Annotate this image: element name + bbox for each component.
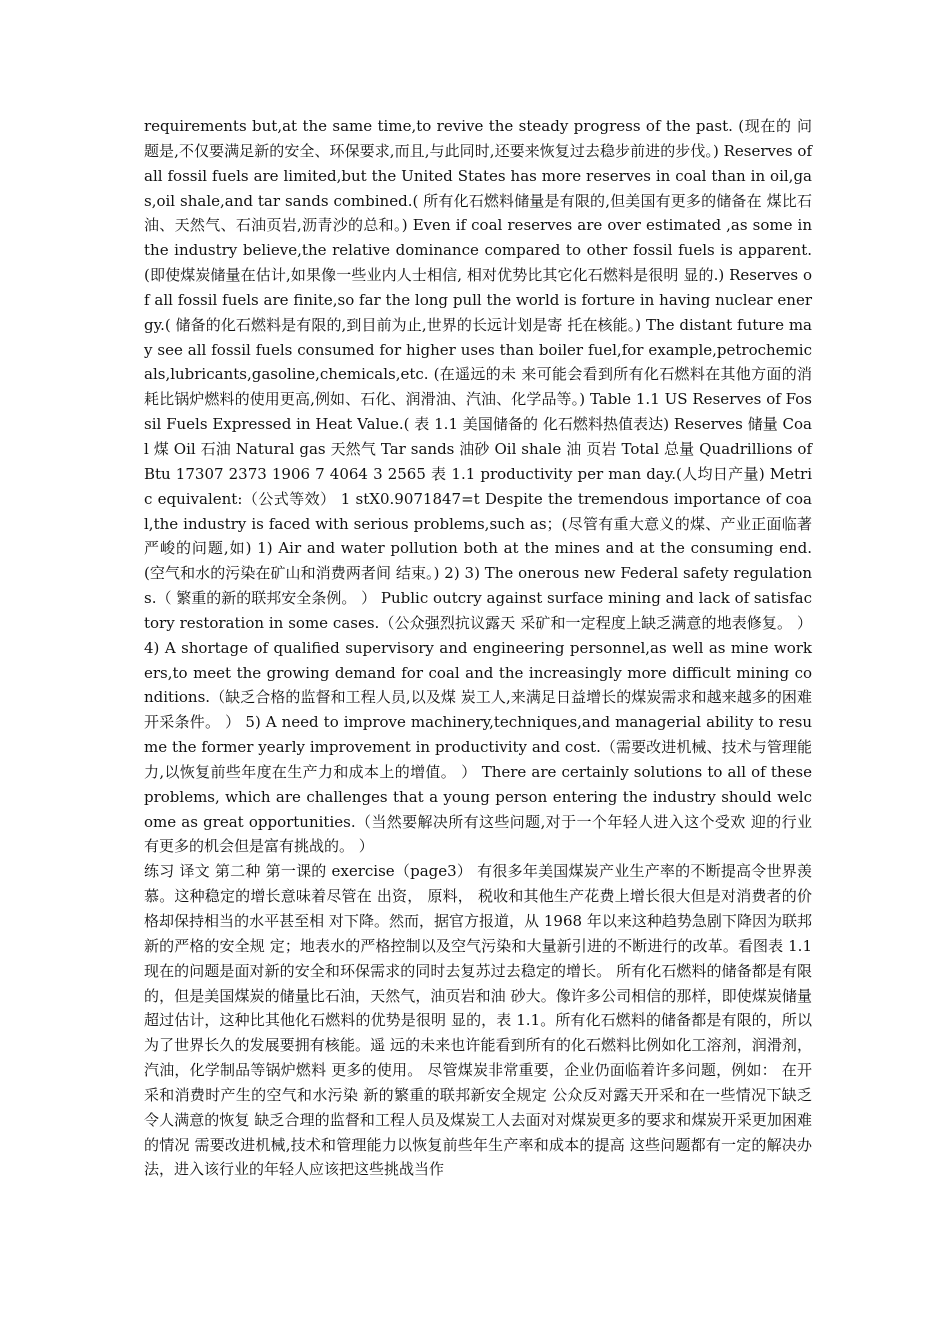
body-paragraph-english-chinese: requirements but,at the same time,to revive the steady progress of the past. (现在的 问题是,不仅要满足新的安全、环保要求,而且,与此同时,还要来恢复过去稳步前进的步伐。) Reserves of all fossil fuels are limited,but the United States has more reserves in coal than in oil,gas,oil shale,and tar sands combined.( 所有化石燃料储量是有限的,但美国有更多的储备在 煤比石油、天然气、石油页岩,沥青沙的总和。) Even if coal reserves are over estimated ,as some in the industry believe,the relative dominance compared to other fossil fuels is apparent.(即使煤炭储量在估计,如果像一些业内人士相信, 相对优势比其它化石燃料是很明 显的.) Reserves of all fossil fuels are finite,so far the long pull the world is forture in having nuclear energy.( 储备的化石燃料是有限的,到目前为止,世界的长远计划是寄 托在核能。) The distant future may see all fossil fuels consumed for higher uses than boiler fuel,for example,petrochemicals,lubricants,gasoline,chemicals,etc. (在遥远的未 来可能会看到所有化石燃料在其他方面的消耗比锅炉燃料的使用更高,例如、石化、润滑油、汽油、化学品等。) Table 1.1 US Reserves of Fossil Fuels Expressed in Heat Value.( 表 1.1 美国储备的 化石燃料热值表达) Reserves 储量 Coal 煤 Oil 石油 Natural gas 天然气 Tar sands 油砂 Oil shale 油 页岩 Total 总量 Quadrillions of Btu 17307 2373 1906 7 4064 3 2565 表 1.1 productivity per man day.(人均日产量) Metric equivalent:（公式等效） 1 stX0.9071847=t Despite the tremendous importance of coal,the industry is faced with serious problems,such as；(尽管有重大意义的煤、产业正面临著严峻的问题,如) 1) Air and water pollution both at the mines and at the consuming end. (空气和水的污染在矿山和消费两者间 结束。) 2) 3) The onerous new Federal safety regulations.（ 繁重的新的联邦安全条例。 ） Public outcry against surface mining and lack of satisfactory restoration in some cases.（公众强烈抗议露天 采矿和一定程度上缺乏满意的地表修复。 ） 4) A shortage of qualified supervisory and engineering personnel,as well as mine workers,to meet the growing demand for coal and the increasingly more difficult mining conditions.（缺乏合格的监督和工程人员,以及煤 炭工人,来满足日益增长的煤炭需求和越来越多的困难开采条件。 ） 5) A need to improve machinery,techniques,and managerial ability to resume the former yearly improvement in productivity and cost.（需要改进机械、技术与管理能力,以恢复前些年度在生产力和成本上的增值。 ） There are certainly solutions to all of these problems, which are challenges that a young person entering the industry should welcome as great opportunities.（当然要解决所有这些问题,对于一个年轻人进入这个受欢 迎的行业有更多的机会但是富有挑战的。 ） [144,117,812,856]
document-page [144,114,812,1182]
body-paragraph-chinese-translation: 练习 译文 第二种 第一课的 exercise（page3） 有很多年美国煤炭产业生产率的不断提高令世界羡慕。这种稳定的增长意味着尽管在 出资， 原料， 税收和其他生产花费上增长很大但是对消费者的价格却保持相当的水平甚至相 对下降。然而，据官方报道，从 1968 年以来这种趋势急剧下降因为联邦新的严格的安全规 定；地表水的严格控制以及空气污染和大量新引进的不断进行的改革。看图表 1.1 现在的问题是面对新的安全和环保需求的同时去复苏过去稳定的增长。 所有化石燃料的储备都是有限的，但是美国煤炭的储量比石油，天然气，油页岩和油 砂大。像许多公司相信的那样，即使煤炭储量超过估计，这种比其他化石燃料的优势是很明 显的，表 1.1。所有化石燃料的储备都是有限的，所以为了世界长久的发展要拥有核能。遥 远的未来也许能看到所有的化石燃料比例如化工溶剂，润滑剂，汽油，化学制品等锅炉燃料 更多的使用。 尽管煤炭非常重要，企业仍面临着许多问题，例如： 在开采和消费时产生的空气和水污染 新的繁重的联邦新安全规定 公众反对露天开采和在一些情况下缺乏令人满意的恢复 缺乏合理的监督和工程人员及煤炭工人去面对对煤炭更多的要求和煤炭开采更加困难 的情况 需要改进机械,技术和管理能力以恢复前些年生产率和成本的提高 这些问题都有一定的解决办法，进入该行业的年轻人应该把这些挑战当作 [144,862,812,1179]
